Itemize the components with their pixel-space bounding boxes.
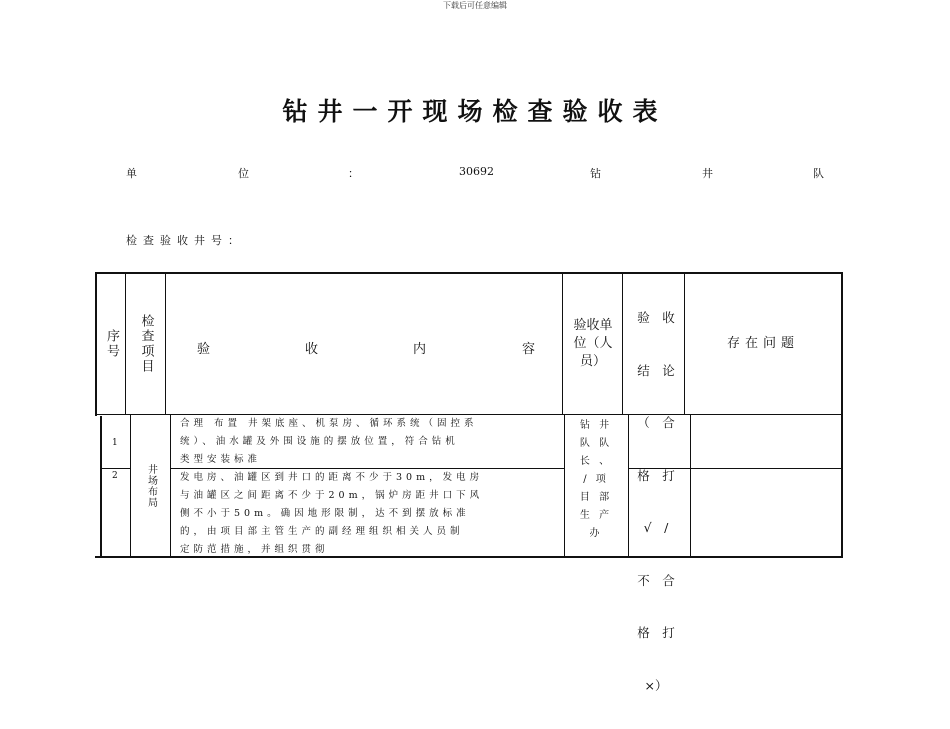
team-name-char: 钻	[590, 167, 601, 180]
header-content-char: 内	[413, 342, 427, 357]
acceptor-cell: 钻 井 队 队 长 、 / 项 目 部 生 产 办	[579, 420, 613, 539]
page-title: 钻井一开现场检查验收表	[282, 97, 668, 126]
issues-cell[interactable]	[691, 469, 841, 556]
conclusion-cell[interactable]	[629, 416, 690, 468]
team-name-char: 井	[702, 167, 713, 180]
table-border-right	[841, 272, 843, 558]
team-name-char: 队	[813, 167, 824, 180]
header-seq: 序号	[104, 329, 119, 359]
row-seq: 2	[112, 471, 118, 481]
header-content-char: 容	[522, 342, 536, 357]
unit-label-char: 单	[126, 167, 137, 180]
unit-label-char: 位	[238, 167, 249, 180]
row-seq: 1	[112, 438, 118, 448]
row-divider	[101, 468, 130, 469]
inspection-table	[95, 272, 843, 693]
download-note: 下载后可任意编辑	[443, 1, 507, 10]
header-issues: 存在问题	[726, 336, 799, 351]
row-content: 发电房、油罐区到井口的距离不少于30m，发电房 与油罐区之间距离不少于20m，锅炉房距井口下风 侧不小于50m。确因地形限制，达不到摆放标准 的，由项目部主管生产的副经理组织相关人员制 定防范措施，并组织贯彻	[180, 472, 484, 555]
header-col-line	[622, 272, 623, 414]
conclusion-cell[interactable]	[629, 469, 690, 556]
issues-cell[interactable]	[691, 416, 841, 468]
table-border-left-body	[100, 416, 102, 558]
header-content-char: 验	[197, 342, 211, 357]
header-item: 检查项目	[138, 314, 154, 374]
unit-label-colon: ：	[348, 167, 359, 180]
header-content-char: 收	[305, 342, 319, 357]
header-conclusion: 验 收 结 论 （ 合 格 打 √ / 不 合 格 打 ×）	[637, 310, 675, 693]
body-col-line	[170, 415, 171, 557]
well-number-label: 检查验收井号：	[126, 234, 245, 247]
category-cell	[131, 415, 170, 556]
team-number: 30692	[459, 165, 494, 178]
header-acceptor: 验收单位（人员）	[573, 318, 613, 369]
header-col-line	[562, 272, 563, 414]
category-label: 井场布局	[145, 463, 157, 508]
row-content: 合理 布置 井架底座、机泵房、循环系统（固控系 统）、油水罐及外围设施的摆放位置，符合钻机 类型安装标准	[180, 418, 478, 465]
body-col-line	[564, 415, 565, 557]
header-col-line	[165, 272, 166, 414]
